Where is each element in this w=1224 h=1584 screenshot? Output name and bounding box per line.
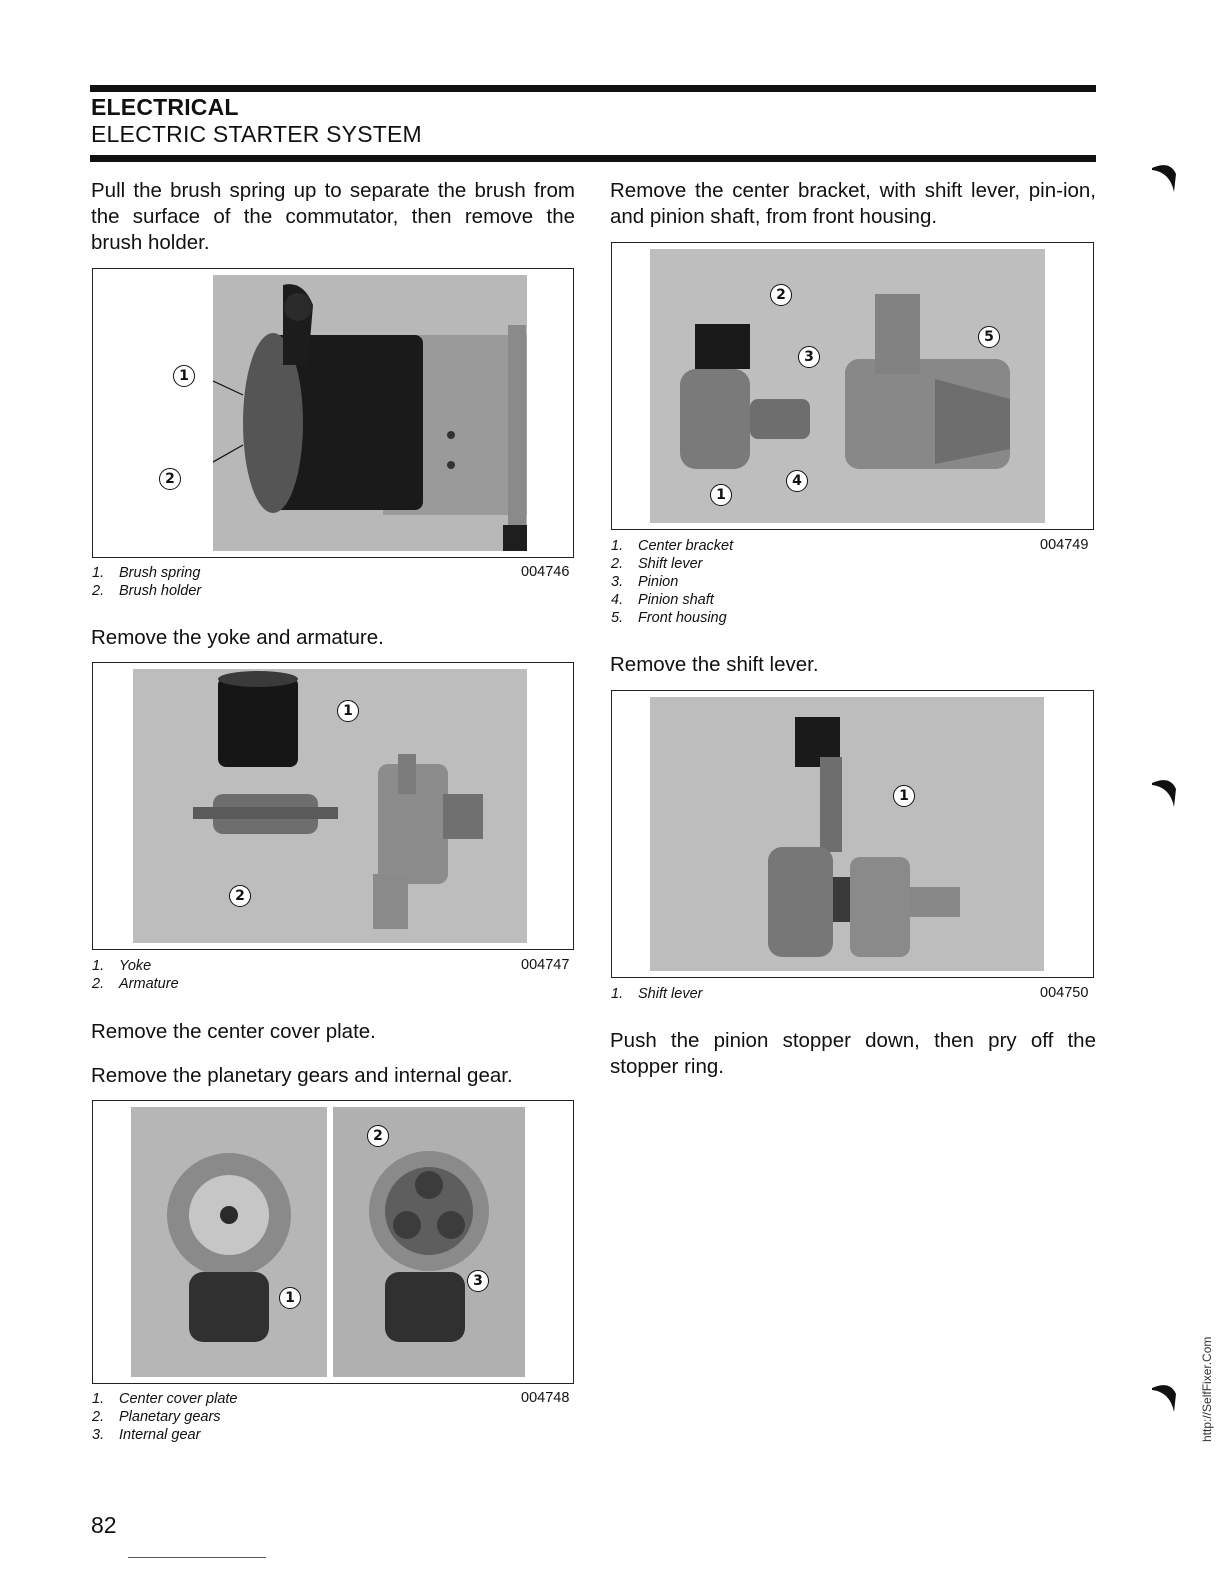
callout-3: 3 xyxy=(798,346,820,368)
legend-item: 2. Brush holder xyxy=(92,583,202,599)
callout-4: 4 xyxy=(786,470,808,492)
legend-item: 1. Center cover plate xyxy=(92,1391,238,1407)
figure-legend xyxy=(92,957,179,993)
paragraph-center-bracket: Remove the center bracket, with shift lever, pin-ion, and pinion shaft, from front housing. xyxy=(610,179,1096,228)
binder-hole-mark xyxy=(1150,1380,1180,1414)
callout-3: 3 xyxy=(467,1270,489,1292)
callout-1: 1 xyxy=(710,484,732,506)
callout-1: 1 xyxy=(337,700,359,722)
subsection-title: ELECTRIC STARTER SYSTEM xyxy=(91,121,422,147)
figure-yoke-armature xyxy=(92,662,574,950)
legend-item: 3. Internal gear xyxy=(92,1427,201,1443)
figure-center-bracket xyxy=(611,242,1094,530)
legend-item: 1. Yoke xyxy=(92,958,152,974)
legend-item: 1. Brush spring xyxy=(92,565,201,581)
paragraph-brush-holder: Pull the brush spring up to separate the brush from the surface of the commutator, then remove the brush holder. xyxy=(91,179,575,254)
figure-legend xyxy=(92,1390,237,1444)
legend-item: 4. Pinion shaft xyxy=(611,592,714,608)
paragraph-cover-plate: Remove the center cover plate. xyxy=(91,1020,376,1043)
figure-id: 004746 xyxy=(521,564,570,580)
figure-legend xyxy=(611,985,702,1003)
section-title: ELECTRICAL xyxy=(91,94,239,120)
photo-yoke-armature xyxy=(133,669,527,943)
figure-legend xyxy=(611,537,733,627)
callout-1: 1 xyxy=(893,785,915,807)
figure-shift-lever xyxy=(611,690,1094,978)
photo-shift-lever xyxy=(650,697,1044,971)
legend-item: 1. Center bracket xyxy=(611,538,734,554)
photo-center-cover xyxy=(131,1107,327,1377)
header-rule-bottom xyxy=(90,155,1096,162)
binder-hole-mark xyxy=(1150,775,1180,809)
paragraph-yoke: Remove the yoke and armature. xyxy=(91,626,384,649)
legend-item: 5. Front housing xyxy=(611,610,727,626)
photo-starter-brush xyxy=(213,275,527,551)
figure-planetary-gears xyxy=(92,1100,574,1384)
figure-id: 004749 xyxy=(1040,537,1089,553)
paragraph-planetary: Remove the planetary gears and internal gear. xyxy=(91,1064,513,1087)
page-number: 82 xyxy=(91,1512,117,1538)
callout-2: 2 xyxy=(367,1125,389,1147)
legend-item: 1. Shift lever xyxy=(611,986,703,1002)
legend-item: 2. Planetary gears xyxy=(92,1409,221,1425)
paragraph-pinion-stopper: Push the pinion stopper down, then pry off the stopper ring. xyxy=(610,1029,1096,1078)
figure-id: 004748 xyxy=(521,1390,570,1406)
watermark: http://SelfFixer.Com xyxy=(1200,1336,1214,1442)
legend-item: 2. Shift lever xyxy=(611,556,703,572)
figure-id: 004747 xyxy=(521,957,570,973)
callout-2: 2 xyxy=(159,468,181,490)
figure-id: 004750 xyxy=(1040,985,1089,1001)
callout-5: 5 xyxy=(978,326,1000,348)
legend-item: 3. Pinion xyxy=(611,574,679,590)
figure-legend xyxy=(92,564,201,600)
photo-center-bracket xyxy=(650,249,1045,523)
callout-1: 1 xyxy=(173,365,195,387)
callout-1: 1 xyxy=(279,1287,301,1309)
legend-item: 2. Armature xyxy=(92,976,179,992)
footer-line xyxy=(128,1557,266,1558)
callout-2: 2 xyxy=(229,885,251,907)
paragraph-shift-lever: Remove the shift lever. xyxy=(610,653,819,676)
header-rule-top xyxy=(90,85,1096,92)
figure-brush-holder xyxy=(92,268,574,558)
photo-internal-gear xyxy=(333,1107,525,1377)
binder-hole-mark xyxy=(1150,160,1180,194)
callout-2: 2 xyxy=(770,284,792,306)
